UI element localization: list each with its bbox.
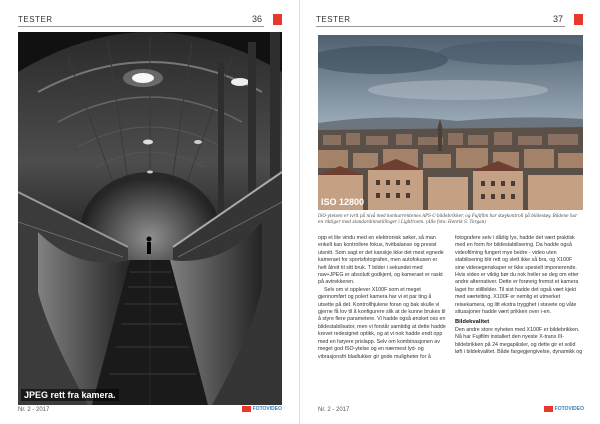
paragraph: Selv om vi opplever X100F som et meget gjennomført og polert kamera har vi et par ting å utsette på det. Kontrollhjulene foran og bak skulle vi gjerne få lov til å konfigurere slik at de kunne brukes til å styre flere parametere. Vi hadde også ønsket oss en bildestabilisator, men vi forstår samtidig at dette hadde krevet redesignet optikk, og at vi nok hadde endt opp med en høyere prislapp. Selv om kombinasjonen av meget god ISO-ytelse og en nærmest lyd- og vibrasjonsfri bladlukker gir gode muligheter for å <box>318 286 446 360</box>
footer-issue: Nr. 2 - 2017 <box>18 407 50 413</box>
logo-mark-icon <box>242 406 251 412</box>
footer-logo <box>242 406 282 412</box>
left-footer <box>18 406 282 416</box>
iso-badge: ISO 12800 <box>321 197 365 207</box>
article-column-2 <box>455 235 583 357</box>
paragraph: Den andre store nyheten med X100F er bildebrikken. Nå har Fujifilm installert den nyeste X-trans III-bildebrikken på 24 megapiksler, og dette gir et solid løft i bildekvalitet. Både fargegjengivelse, dynamikk og <box>455 326 583 356</box>
photo-caption: ISO-ytelsen er ivrit på nivå med konkurrentenes APS-C-bildebrikker, og Fujifilm har støykontroll på bildestøy. Bildene har en riktiger med standardinnstillinger i Lightroom. (Alle foto: Henrik S. Torgan) <box>318 213 578 224</box>
footer-issue: Nr. 2 - 2017 <box>318 407 350 413</box>
photo-caption-badge: JPEG rett fra kamera. <box>21 389 119 401</box>
subheading: Bildekvalitet <box>455 319 490 326</box>
escalator-photo-graphic <box>18 32 282 405</box>
logo-text: FOTOVIDEO <box>252 406 282 412</box>
page-number-marker <box>574 14 583 25</box>
logo-text: FOTOVIDEO <box>554 406 584 412</box>
escalator-photo <box>18 32 282 405</box>
header-rule <box>316 26 565 27</box>
right-footer <box>318 406 584 416</box>
article-column-1 <box>318 235 446 361</box>
section-label: TESTER <box>18 15 53 24</box>
section-label: TESTER <box>316 15 351 24</box>
paragraph: fotografere selv i dårlig lys, hadde det vært praktisk med en form for bildestabilisering. Da hadde også videofilming fungert mye bedre - video uten stabilisering blir rett og slett ikke så bra, og X100F sine videoegenskaper er ikke spesielt imponerende. Hvis video er viktig bør du nok heller se deg om etter andre alternativer. Dette er forøvrig fremst et kamera laget for stillbilder. Til sist hadde det også vært kjekt med værtetting. X100F er nemlig et utmerket reisekamera, og litt ekstra trygghet i stavete og våte situasjoner hadde vært prikken over i-en. <box>455 235 579 316</box>
left-header <box>18 15 282 27</box>
paragraph: opp et lite vindu med en elektronisk søker, så man enkelt kan kontrollere fokus, hvitbalanse og presist utsnitt. Som sagt er det kanskje ikke det mest egnede kameraet for sportsfotografen, men autofokusen er helt ålreit til sitt bruk. T bilder i sekundet med raw+JPEG er absolutt godkjent, og kameraet er raskt på avtrekkeren. <box>318 235 444 286</box>
page-number: 36 <box>251 14 262 24</box>
footer-logo <box>544 406 584 412</box>
right-header <box>316 15 583 27</box>
page-number-marker <box>273 14 282 25</box>
article-body <box>318 235 584 403</box>
page-number: 37 <box>552 14 563 24</box>
logo-mark-icon <box>544 406 553 412</box>
header-rule <box>18 26 264 27</box>
cityscape-photo-graphic <box>318 35 583 210</box>
cityscape-photo <box>318 35 583 210</box>
